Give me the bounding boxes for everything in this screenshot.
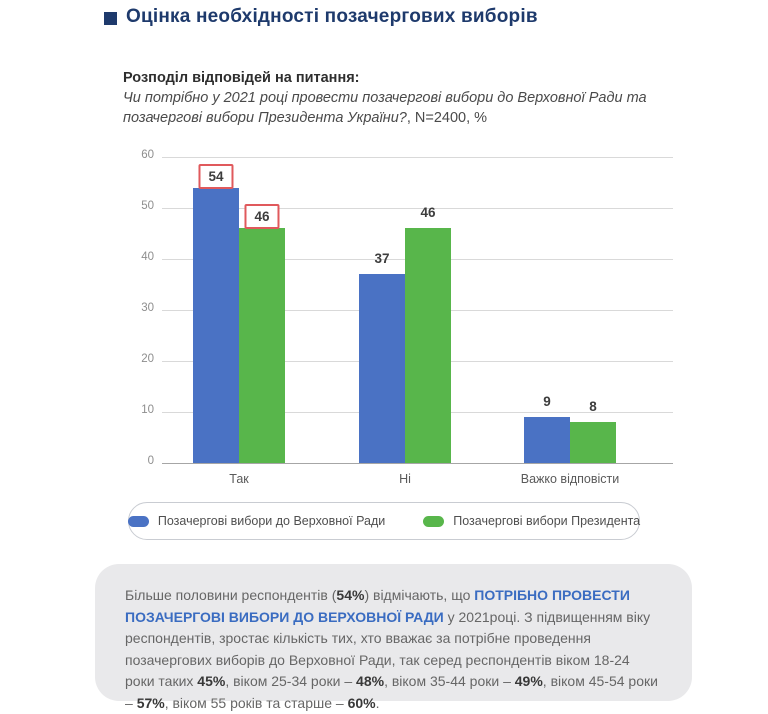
legend-label: Позачергові вибори до Верховної Ради (157, 514, 386, 528)
summary-text-segment: 60% (347, 694, 376, 711)
bar (405, 228, 451, 463)
bar-value-label: 37 (374, 251, 390, 266)
summary-text-segment: 48% (356, 673, 385, 689)
summary-text-segment: ПОТРІБНО ПРОВЕСТИ ПОЗАЧЕРГОВІ ВИБОРИ ДО ВЕРХОВНОЇ РАДИ (125, 587, 630, 625)
y-tick-label: 20 (141, 353, 154, 365)
gridline (162, 157, 673, 158)
page-title: Оцінка необхідності позачергових виборів (126, 6, 538, 27)
bar-value-label: 54 (198, 164, 233, 189)
question-sample-note: , N=2400, % (406, 110, 488, 126)
y-tick-label: 60 (141, 149, 154, 161)
y-tick-label: 50 (141, 200, 154, 212)
summary-text-segment: 54% (336, 587, 365, 603)
y-tick-label: 0 (147, 455, 154, 467)
category-label: Так (229, 472, 249, 486)
summary-text-segment: , віком 45-54 роки – (125, 673, 658, 711)
summary-text-segment: у 2021році. З підвищенням віку респондентів, зростає кількість тих, хто вважає за потрібне проведення позачергових виборів до Верховної Ради, так серед респондентів віком 18-24 роки таких (125, 608, 651, 689)
y-tick-label: 30 (141, 302, 154, 314)
gridline (162, 463, 673, 464)
summary-text-segment: 45% (197, 673, 226, 689)
bar (239, 228, 285, 463)
bar (570, 422, 616, 463)
summary-text-segment: . (375, 694, 380, 711)
summary-text (125, 585, 662, 714)
bar (359, 274, 405, 463)
legend-swatch-green (423, 516, 444, 527)
summary-text-segment: , віком 35-44 роки – (384, 673, 515, 689)
chart-legend (128, 502, 640, 540)
bar-value-label: 9 (543, 394, 551, 409)
legend-swatch-blue (128, 516, 149, 527)
summary-text-segment: ) відмічають, що (364, 587, 475, 603)
category-label: Ні (399, 472, 411, 486)
summary-text-segment: , віком 25-34 роки – (225, 673, 357, 689)
legend-item (423, 514, 640, 528)
y-tick-label: 40 (141, 251, 154, 263)
summary-text-segment: Більше половини респондентів ( (125, 587, 337, 603)
bar (524, 417, 570, 463)
bar-value-label: 46 (420, 205, 436, 220)
bar-value-label: 46 (244, 204, 279, 229)
summary-text-segment: 49% (514, 673, 543, 689)
plot-area (162, 157, 673, 463)
page-header (104, 6, 538, 28)
category-label: Важко відповісти (520, 472, 620, 486)
question-text: Чи потрібно у 2021 році провести позачергові вибори до Верховної Ради та позачергові вибори Президента України? (123, 90, 647, 126)
summary-text-segment: 57% (136, 694, 165, 711)
question-block (123, 68, 679, 128)
y-tick-label: 10 (141, 404, 154, 416)
question-heading: Розподіл відповідей на питання: (123, 70, 360, 86)
legend-label: Позачергові вибори Президента (453, 514, 641, 528)
bar (193, 188, 239, 463)
summary-text-segment: , віком 55 років та старше – (164, 694, 348, 711)
summary-box (95, 564, 692, 711)
title-bullet-icon (104, 12, 117, 25)
legend-item (128, 514, 385, 528)
bar-chart (128, 150, 673, 495)
bar-value-label: 8 (589, 399, 597, 414)
